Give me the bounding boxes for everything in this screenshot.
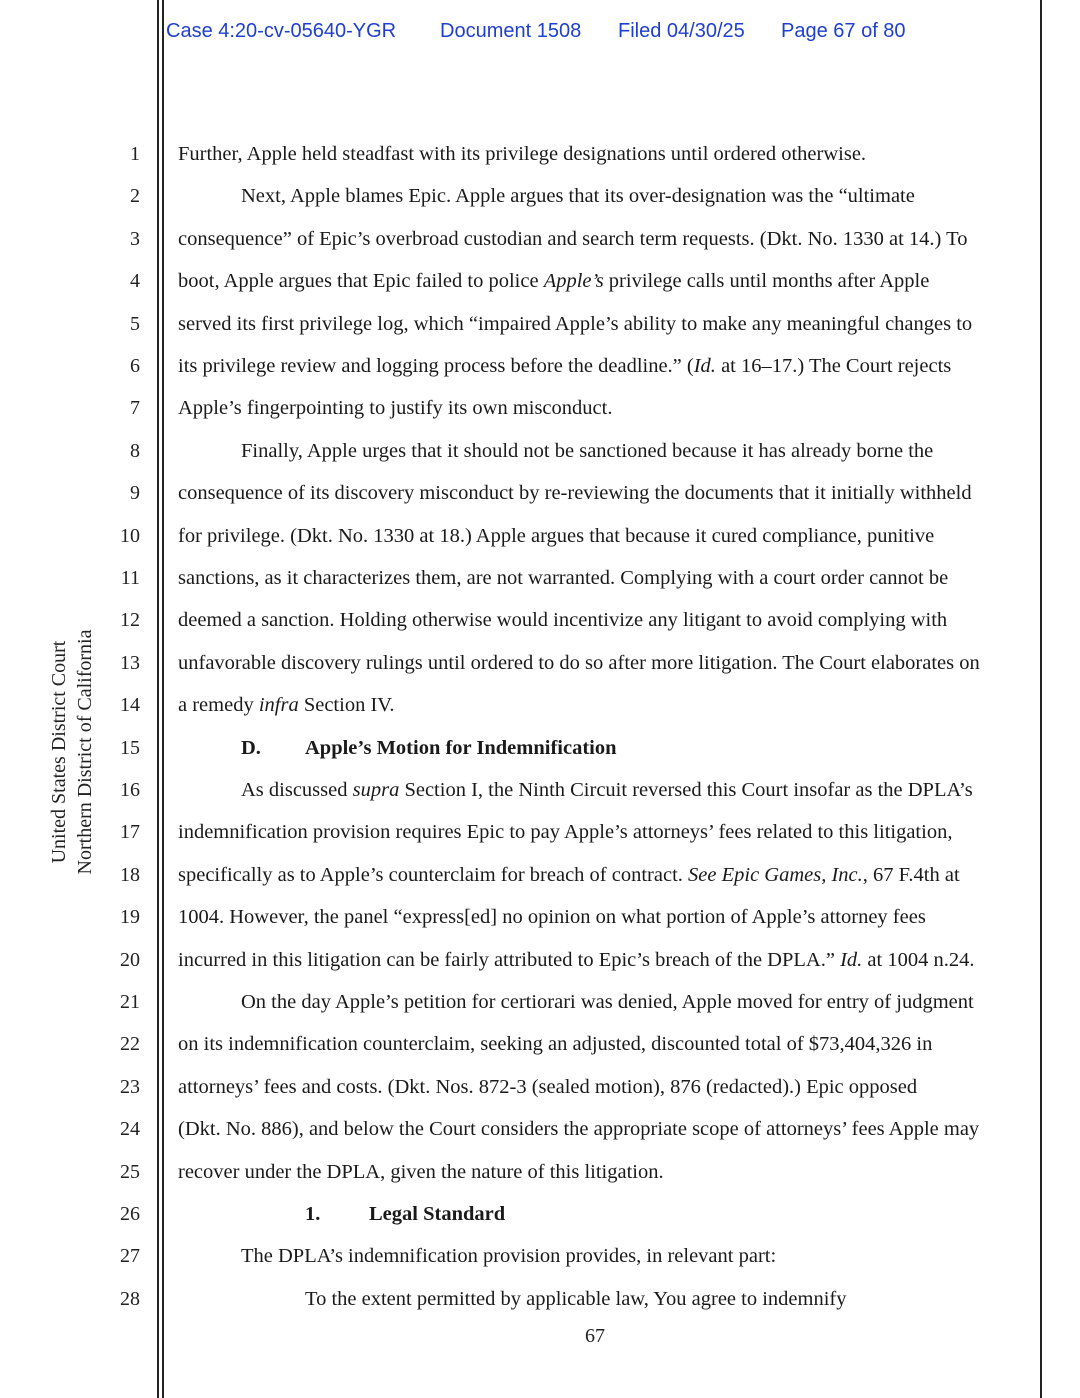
- text-segment: a remedy: [178, 694, 259, 717]
- text-line: [241, 1245, 776, 1268]
- line-number: 14: [120, 694, 140, 717]
- text-line: [178, 1161, 664, 1184]
- text-segment: on its indemnification counterclaim, seeking an adjusted, discounted total of $73,404,326 in: [178, 1033, 933, 1056]
- text-segment: at 1004 n.24.: [862, 948, 975, 971]
- text-segment: deemed a sanction. Holding otherwise would incentivize any litigant to avoid complying with: [178, 609, 948, 632]
- line-number: 18: [120, 863, 140, 886]
- text-segment: Section I, the Ninth Circuit reversed this Court insofar as the DPLA’s: [399, 779, 973, 801]
- text-line: [178, 270, 929, 293]
- text-segment: recover under the DPLA, given the nature of this litigation.: [178, 1160, 664, 1183]
- text-line: [178, 482, 972, 505]
- line-number: 12: [120, 609, 140, 632]
- text-line: [241, 779, 973, 802]
- text-segment: 1004. However, the panel “express[ed] no opinion on what portion of Apple’s attorney fees: [178, 906, 926, 929]
- text-segment: served its first privilege log, which “impaired Apple’s ability to make any meaningful changes to: [178, 312, 973, 335]
- text-line: [178, 313, 972, 336]
- text-segment: , 67 F.4th at: [862, 863, 960, 886]
- section-heading-number: D.: [241, 736, 261, 759]
- text-segment: On the day Apple’s petition for certiorari was denied, Apple moved for entry of judgment: [241, 991, 974, 1013]
- line-number: 28: [120, 1287, 140, 1310]
- line-number: 5: [130, 312, 140, 335]
- line-number: 15: [120, 736, 140, 759]
- line-number: 8: [130, 439, 140, 462]
- text-segment: boot, Apple argues that Epic failed to police: [178, 270, 544, 293]
- text-line: [178, 906, 926, 929]
- left-margin-rule-outer: [157, 0, 159, 1398]
- italic-citation: Id.: [693, 355, 716, 377]
- text-segment: unfavorable discovery rulings until ordered to do so after more litigation. The Court elaborates on: [178, 651, 980, 674]
- section-heading-title: Apple’s Motion for Indemnification: [305, 736, 617, 759]
- italic-citation: Id.: [840, 948, 863, 971]
- line-number: 24: [120, 1118, 140, 1141]
- text-segment: specifically as to Apple’s counterclaim for breach of contract.: [178, 863, 689, 886]
- text-segment: for privilege. (Dkt. No. 1330 at 18.) Apple argues that because it cured compliance, punitive: [178, 524, 935, 547]
- line-number: 20: [120, 948, 140, 971]
- text-line: [178, 821, 952, 844]
- text-segment: (Dkt. No. 886), and below the Court considers the appropriate scope of attorneys’ fees Apple may: [178, 1118, 980, 1141]
- text-line: [178, 1033, 932, 1056]
- text-segment: The DPLA’s indemnification provision provides, in relevant part:: [241, 1245, 777, 1268]
- text-line: [178, 525, 934, 548]
- district-name: Northern District of California: [74, 629, 96, 875]
- line-number: 13: [120, 651, 140, 674]
- text-line: [241, 185, 915, 208]
- text-segment: its privilege review and logging process before the deadline.” (: [178, 355, 694, 377]
- text-segment: consequence of its discovery misconduct by re-reviewing the documents that it initially withheld: [178, 482, 972, 505]
- line-number: 22: [120, 1033, 140, 1056]
- text-segment: at 16–17.) The Court rejects: [715, 355, 952, 377]
- text-segment: Finally, Apple urges that it should not be sanctioned because it has already borne the: [241, 439, 934, 462]
- line-number: 26: [120, 1203, 140, 1225]
- page-of: Page 67 of 80: [781, 20, 906, 42]
- text-line: [178, 1118, 979, 1141]
- line-number: 23: [120, 1075, 140, 1098]
- text-line: [178, 567, 948, 590]
- text-line: [178, 143, 866, 166]
- line-number: 9: [130, 482, 140, 505]
- line-number: 7: [130, 397, 140, 420]
- text-segment: privilege calls until months after Apple: [603, 270, 930, 293]
- line-number: 27: [120, 1245, 140, 1268]
- italic-citation: Apple’s: [543, 270, 604, 293]
- text-line: [178, 397, 612, 420]
- text-segment: consequence” of Epic’s overbroad custodian and search term requests. (Dkt. No. 1330 at 14.) To: [178, 227, 968, 250]
- line-number: 10: [120, 524, 140, 547]
- text-segment: Apple’s fingerpointing to justify its own misconduct.: [178, 397, 613, 420]
- text-line: [178, 652, 980, 675]
- text-segment: To the extent permitted by applicable law, You agree to indemnify: [305, 1287, 847, 1310]
- text-segment: Section IV.: [298, 694, 395, 717]
- line-number: 11: [120, 567, 140, 589]
- text-segment: indemnification provision requires Epic to pay Apple’s attorneys’ fees related to this litigation,: [178, 821, 953, 844]
- court-side-caption: [46, 630, 98, 875]
- section-heading-title: Legal Standard: [369, 1203, 506, 1225]
- text-line: [241, 440, 933, 463]
- text-line: [178, 609, 947, 632]
- filed-date: Filed 04/30/25: [618, 20, 745, 42]
- right-margin-rule: [1040, 0, 1042, 1398]
- text-segment: sanctions, as it characterizes them, are not warranted. Complying with a court order cannot be: [178, 567, 949, 589]
- line-number: 2: [130, 185, 140, 208]
- document-number: Document 1508: [440, 20, 582, 42]
- italic-citation: infra: [258, 694, 299, 717]
- text-line: [178, 228, 967, 251]
- text-segment: Next, Apple blames Epic. Apple argues that its over-designation was the “ultimate: [241, 185, 915, 208]
- line-number: 1: [130, 143, 140, 165]
- line-number: 25: [120, 1160, 140, 1183]
- left-margin-rule-inner: [162, 0, 164, 1398]
- line-number: 21: [120, 991, 140, 1013]
- text-segment: attorneys’ fees and costs. (Dkt. Nos. 872-3 (sealed motion), 876 (redacted).) Epic opposed: [178, 1075, 918, 1098]
- italic-citation: supra: [352, 779, 400, 801]
- line-number: 4: [130, 270, 140, 293]
- text-line: [241, 991, 974, 1014]
- page-number: 67: [585, 1325, 605, 1347]
- court-name: United States District Court: [48, 640, 70, 864]
- text-line: [178, 355, 951, 378]
- case-number: Case 4:20-cv-05640-YGR: [166, 20, 397, 42]
- line-number: 3: [130, 227, 140, 250]
- text-segment: As discussed: [241, 779, 353, 801]
- text-segment: incurred in this litigation can be fairly attributed to Epic’s breach of the DPLA.”: [178, 948, 841, 971]
- text-line: [178, 949, 974, 972]
- line-number: 6: [130, 355, 140, 377]
- line-number: 19: [120, 906, 140, 929]
- text-segment: Further, Apple held steadfast with its privilege designations until ordered otherwise.: [178, 143, 867, 165]
- text-line: [178, 864, 960, 887]
- section-heading-number: 1.: [305, 1203, 321, 1225]
- italic-citation: See Epic Games, Inc.: [688, 863, 863, 886]
- text-line: [305, 1288, 846, 1311]
- text-line: [178, 1076, 917, 1099]
- text-line: [178, 694, 395, 717]
- line-number: 17: [120, 821, 140, 844]
- line-number: 16: [120, 779, 140, 801]
